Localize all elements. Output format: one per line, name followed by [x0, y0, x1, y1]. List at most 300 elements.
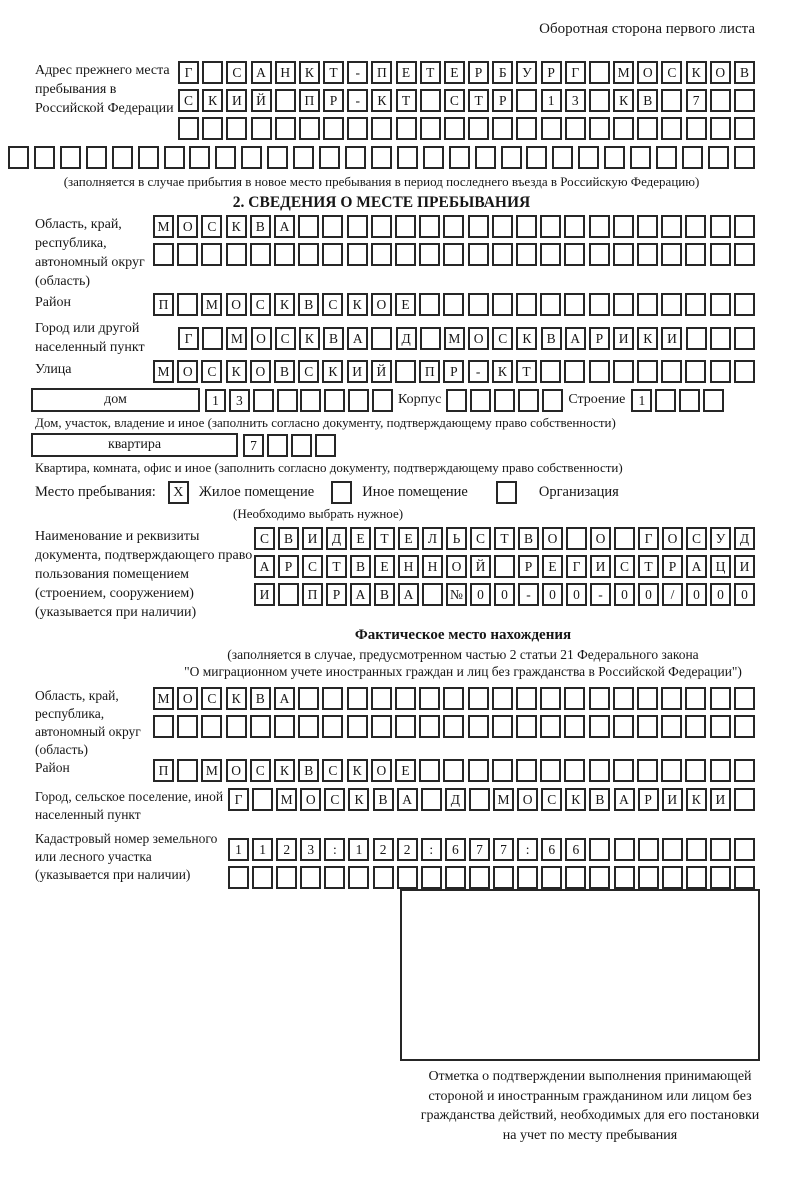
char-cell — [153, 243, 174, 266]
char-cell — [656, 146, 677, 169]
char-cell — [276, 866, 297, 889]
ownership-doc-row-3 — [254, 583, 755, 606]
char-cell: В — [589, 788, 610, 811]
char-cell — [686, 866, 707, 889]
char-cell: К — [613, 89, 634, 112]
char-cell: С — [324, 788, 345, 811]
char-cell — [564, 360, 585, 383]
char-cell — [566, 527, 587, 550]
char-cell: 6 — [541, 838, 562, 861]
char-cell — [578, 146, 599, 169]
char-cell — [710, 759, 731, 782]
char-cell — [443, 715, 464, 738]
char-cell: В — [637, 89, 658, 112]
char-cell: Ц — [710, 555, 731, 578]
char-cell — [685, 243, 706, 266]
char-cell — [275, 89, 296, 112]
char-cell — [542, 389, 563, 412]
char-cell: С — [686, 527, 707, 550]
ownership-doc-row-2 — [254, 555, 755, 578]
char-cell: О — [446, 555, 467, 578]
char-cell — [662, 866, 683, 889]
char-cell — [395, 715, 416, 738]
char-cell: К — [347, 759, 368, 782]
char-cell: П — [299, 89, 320, 112]
char-cell — [637, 759, 658, 782]
char-cell — [613, 715, 634, 738]
char-cell — [494, 389, 515, 412]
char-cell — [564, 215, 585, 238]
char-cell — [589, 866, 610, 889]
char-cell — [589, 759, 610, 782]
char-cell — [685, 293, 706, 316]
char-cell — [637, 687, 658, 710]
char-cell: Г — [178, 61, 199, 84]
char-cell — [201, 715, 222, 738]
char-cell — [468, 759, 489, 782]
district-label: Район — [35, 295, 71, 310]
char-cell — [371, 243, 392, 266]
char-cell — [685, 687, 706, 710]
char-cell: С — [492, 327, 513, 350]
char-cell: М — [493, 788, 514, 811]
char-cell: Р — [323, 89, 344, 112]
char-cell — [637, 293, 658, 316]
char-cell — [734, 89, 755, 112]
char-cell — [250, 243, 271, 266]
char-cell — [589, 687, 610, 710]
char-cell — [177, 243, 198, 266]
char-cell — [395, 360, 416, 383]
char-cell — [251, 117, 272, 140]
char-cell: 0 — [470, 583, 491, 606]
char-cell: 2 — [276, 838, 297, 861]
char-cell — [153, 715, 174, 738]
char-cell: 7 — [469, 838, 490, 861]
char-cell: О — [468, 327, 489, 350]
char-cell: С — [302, 555, 323, 578]
char-cell: : — [324, 838, 345, 861]
char-cell: Р — [468, 61, 489, 84]
prev-address-caption: (заполняется в случае прибытия в новое место пребывания в период последнего въезда в Российскую Федерацию) — [63, 174, 700, 189]
char-cell — [541, 866, 562, 889]
char-cell — [614, 838, 635, 861]
organization-checkbox — [496, 481, 517, 504]
char-cell — [86, 146, 107, 169]
char-cell — [637, 243, 658, 266]
char-cell — [492, 215, 513, 238]
char-cell — [201, 243, 222, 266]
char-cell — [395, 687, 416, 710]
char-cell: Р — [662, 555, 683, 578]
char-cell — [661, 243, 682, 266]
char-cell — [34, 146, 55, 169]
fact-city-label: Город, сельское поселение, иной населенный пункт — [35, 789, 224, 822]
char-cell — [638, 866, 659, 889]
region-row-1 — [153, 215, 755, 238]
char-cell: Г — [638, 527, 659, 550]
char-cell — [319, 146, 340, 169]
char-cell — [468, 715, 489, 738]
char-cell — [291, 434, 312, 457]
char-cell — [371, 215, 392, 238]
char-cell: 6 — [445, 838, 466, 861]
char-cell: И — [613, 327, 634, 350]
char-cell — [710, 293, 731, 316]
char-cell: И — [710, 788, 731, 811]
fact-city-block — [8, 788, 800, 824]
char-cell: М — [201, 293, 222, 316]
char-cell: А — [347, 327, 368, 350]
char-cell — [395, 243, 416, 266]
char-cell — [685, 215, 706, 238]
char-cell — [421, 788, 442, 811]
char-cell: К — [274, 293, 295, 316]
char-cell — [589, 89, 610, 112]
char-cell — [177, 715, 198, 738]
char-cell — [637, 360, 658, 383]
char-cell — [420, 89, 441, 112]
char-cell: О — [250, 360, 271, 383]
char-cell: - — [347, 61, 368, 84]
char-cell: Р — [278, 555, 299, 578]
char-cell — [252, 866, 273, 889]
char-cell: 0 — [614, 583, 635, 606]
char-cell — [267, 146, 288, 169]
char-cell: И — [661, 327, 682, 350]
char-cell — [710, 117, 731, 140]
char-cell — [734, 838, 755, 861]
char-cell: Р — [492, 89, 513, 112]
char-cell: А — [565, 327, 586, 350]
char-cell: О — [177, 215, 198, 238]
char-cell — [565, 866, 586, 889]
char-cell — [564, 759, 585, 782]
char-cell: В — [298, 293, 319, 316]
char-cell — [734, 866, 755, 889]
char-cell: М — [276, 788, 297, 811]
char-cell — [226, 715, 247, 738]
char-cell — [324, 866, 345, 889]
char-cell — [661, 360, 682, 383]
char-cell — [613, 215, 634, 238]
char-cell: С — [322, 293, 343, 316]
fact-region-row-1 — [153, 687, 755, 710]
char-cell: Р — [326, 583, 347, 606]
char-cell: М — [201, 759, 222, 782]
char-cell — [710, 715, 731, 738]
char-cell — [60, 146, 81, 169]
ownership-doc-label: Наименование и реквизиты документа, подтверждающего право пользования помещением (строением, сооружением) (указывается при наличии) — [35, 529, 253, 620]
char-cell — [517, 866, 538, 889]
char-cell: : — [421, 838, 442, 861]
char-cell — [637, 215, 658, 238]
char-cell: - — [518, 583, 539, 606]
char-cell: Д — [734, 527, 755, 550]
char-cell — [202, 117, 223, 140]
char-cell: О — [637, 61, 658, 84]
char-cell — [661, 89, 682, 112]
char-cell — [419, 215, 440, 238]
char-cell — [540, 293, 561, 316]
prev-address-block — [8, 61, 800, 140]
char-cell — [371, 146, 392, 169]
char-cell — [614, 527, 635, 550]
char-cell: О — [662, 527, 683, 550]
char-cell: № — [446, 583, 467, 606]
char-cell — [589, 293, 610, 316]
char-cell: И — [347, 360, 368, 383]
cadastre-row-2 — [228, 866, 755, 889]
char-cell: В — [278, 527, 299, 550]
char-cell: Р — [518, 555, 539, 578]
apartment-row — [8, 433, 800, 457]
char-cell — [371, 687, 392, 710]
char-cell — [475, 146, 496, 169]
char-cell — [468, 687, 489, 710]
char-cell — [421, 866, 442, 889]
char-cell — [274, 715, 295, 738]
char-cell — [734, 117, 755, 140]
char-cell — [589, 243, 610, 266]
stamp-caption-line: Отметка о подтверждении выполнения принимающей — [428, 1069, 752, 1084]
char-cell: А — [274, 687, 295, 710]
fact-region-row-2 — [153, 715, 755, 738]
street-block — [8, 360, 800, 383]
char-cell — [250, 715, 271, 738]
char-cell — [613, 243, 634, 266]
char-cell — [526, 146, 547, 169]
char-cell — [655, 389, 676, 412]
apartment-type-box: квартира — [31, 433, 238, 457]
char-cell: 0 — [542, 583, 563, 606]
other-premises-checkbox — [331, 481, 352, 504]
char-cell: С — [322, 759, 343, 782]
char-cell — [164, 146, 185, 169]
char-cell — [682, 146, 703, 169]
char-cell — [443, 215, 464, 238]
char-cell: К — [492, 360, 513, 383]
char-cell — [469, 788, 490, 811]
char-cell: 0 — [734, 583, 755, 606]
char-cell — [347, 117, 368, 140]
char-cell: И — [662, 788, 683, 811]
char-cell — [189, 146, 210, 169]
street-label: Улица — [35, 362, 72, 377]
char-cell — [540, 360, 561, 383]
ownership-doc-block — [8, 527, 800, 622]
prev-address-row-4 — [8, 146, 755, 169]
char-cell — [177, 759, 198, 782]
char-cell: Й — [371, 360, 392, 383]
char-cell — [710, 866, 731, 889]
char-cell: С — [444, 89, 465, 112]
other-premises-option-label: Иное помещение — [362, 484, 468, 500]
char-cell: Е — [395, 759, 416, 782]
organization-option-label: Организация — [538, 484, 619, 500]
char-cell — [710, 360, 731, 383]
char-cell — [710, 89, 731, 112]
char-cell: П — [153, 759, 174, 782]
house-number-boxes — [205, 389, 393, 412]
char-cell: С — [201, 215, 222, 238]
char-cell — [613, 687, 634, 710]
char-cell: П — [153, 293, 174, 316]
char-cell: Ь — [446, 527, 467, 550]
char-cell — [734, 293, 755, 316]
char-cell — [419, 293, 440, 316]
char-cell: Т — [468, 89, 489, 112]
char-cell: 1 — [541, 89, 562, 112]
char-cell: К — [347, 293, 368, 316]
char-cell: Т — [638, 555, 659, 578]
char-cell — [734, 215, 755, 238]
char-cell: А — [398, 583, 419, 606]
char-cell — [371, 117, 392, 140]
char-cell: Е — [374, 555, 395, 578]
char-cell: 1 — [631, 389, 652, 412]
char-cell: М — [613, 61, 634, 84]
char-cell: М — [226, 327, 247, 350]
char-cell — [540, 715, 561, 738]
char-cell — [552, 146, 573, 169]
actual-location-title: Фактическое место нахождения — [354, 627, 572, 643]
char-cell — [468, 243, 489, 266]
char-cell — [446, 389, 467, 412]
char-cell: В — [518, 527, 539, 550]
char-cell — [277, 389, 298, 412]
stamp-caption-line: гражданства действий, необходимых для его постановки — [420, 1108, 760, 1123]
char-cell — [734, 243, 755, 266]
char-cell: С — [226, 61, 247, 84]
stamp-caption-line: на учет по месту пребывания — [502, 1127, 678, 1143]
char-cell: А — [251, 61, 272, 84]
char-cell — [419, 715, 440, 738]
region-block — [8, 215, 800, 291]
char-cell: О — [251, 327, 272, 350]
char-cell — [661, 117, 682, 140]
char-cell — [397, 866, 418, 889]
char-cell — [372, 389, 393, 412]
char-cell: Д — [445, 788, 466, 811]
char-cell: Е — [395, 293, 416, 316]
ownership-doc-row-1 — [254, 527, 755, 550]
char-cell — [493, 866, 514, 889]
char-cell — [278, 583, 299, 606]
char-cell: О — [542, 527, 563, 550]
char-cell — [443, 293, 464, 316]
char-cell — [112, 146, 133, 169]
char-cell — [469, 866, 490, 889]
char-cell: Л — [422, 527, 443, 550]
char-cell: П — [371, 61, 392, 84]
char-cell: К — [371, 89, 392, 112]
fact-region-label: Область, край, республика, автономный округ (область) — [35, 688, 141, 757]
char-cell: Т — [323, 61, 344, 84]
char-cell — [540, 243, 561, 266]
char-cell — [734, 327, 755, 350]
char-cell — [661, 215, 682, 238]
char-cell: - — [468, 360, 489, 383]
char-cell: К — [274, 759, 295, 782]
char-cell — [347, 687, 368, 710]
char-cell: Р — [541, 61, 562, 84]
char-cell — [322, 715, 343, 738]
char-cell: Г — [178, 327, 199, 350]
char-cell: А — [274, 215, 295, 238]
char-cell — [686, 327, 707, 350]
char-cell: Т — [420, 61, 441, 84]
char-cell: С — [254, 527, 275, 550]
korpus-label: Корпус — [398, 392, 442, 407]
char-cell — [202, 327, 223, 350]
district-block — [8, 293, 800, 316]
char-cell — [614, 866, 635, 889]
char-cell — [516, 243, 537, 266]
street-row — [153, 360, 755, 383]
residential-checkbox: X — [168, 481, 189, 504]
char-cell: М — [153, 687, 174, 710]
char-cell: О — [177, 360, 198, 383]
char-cell: Б — [492, 61, 513, 84]
prev-address-row-2 — [178, 89, 755, 112]
char-cell — [589, 61, 610, 84]
char-cell: О — [371, 759, 392, 782]
char-cell — [298, 215, 319, 238]
char-cell — [492, 715, 513, 738]
char-cell: К — [637, 327, 658, 350]
char-cell — [395, 215, 416, 238]
char-cell — [138, 146, 159, 169]
prev-address-row-3 — [178, 117, 755, 140]
char-cell: К — [565, 788, 586, 811]
char-cell — [252, 788, 273, 811]
char-cell — [494, 555, 515, 578]
char-cell — [202, 61, 223, 84]
char-cell — [734, 360, 755, 383]
char-cell: Е — [542, 555, 563, 578]
char-cell — [420, 117, 441, 140]
char-cell: В — [298, 759, 319, 782]
char-cell — [589, 838, 610, 861]
char-cell — [492, 117, 513, 140]
char-cell — [315, 434, 336, 457]
char-cell — [710, 327, 731, 350]
char-cell: Й — [470, 555, 491, 578]
char-cell: 1 — [252, 838, 273, 861]
apartment-number-boxes — [243, 434, 336, 457]
char-cell: В — [250, 215, 271, 238]
char-cell — [564, 715, 585, 738]
stroenie-label: Строение — [568, 392, 626, 407]
char-cell — [323, 117, 344, 140]
char-cell — [373, 866, 394, 889]
char-cell — [589, 215, 610, 238]
char-cell — [300, 389, 321, 412]
confirmation-stamp-box — [400, 889, 760, 1061]
house-row — [8, 388, 800, 412]
char-cell: 2 — [373, 838, 394, 861]
char-cell — [589, 715, 610, 738]
char-cell — [679, 389, 700, 412]
char-cell — [516, 759, 537, 782]
char-cell: - — [590, 583, 611, 606]
char-cell: 0 — [566, 583, 587, 606]
char-cell — [492, 243, 513, 266]
char-cell: П — [302, 583, 323, 606]
char-cell: С — [661, 61, 682, 84]
char-cell: К — [202, 89, 223, 112]
